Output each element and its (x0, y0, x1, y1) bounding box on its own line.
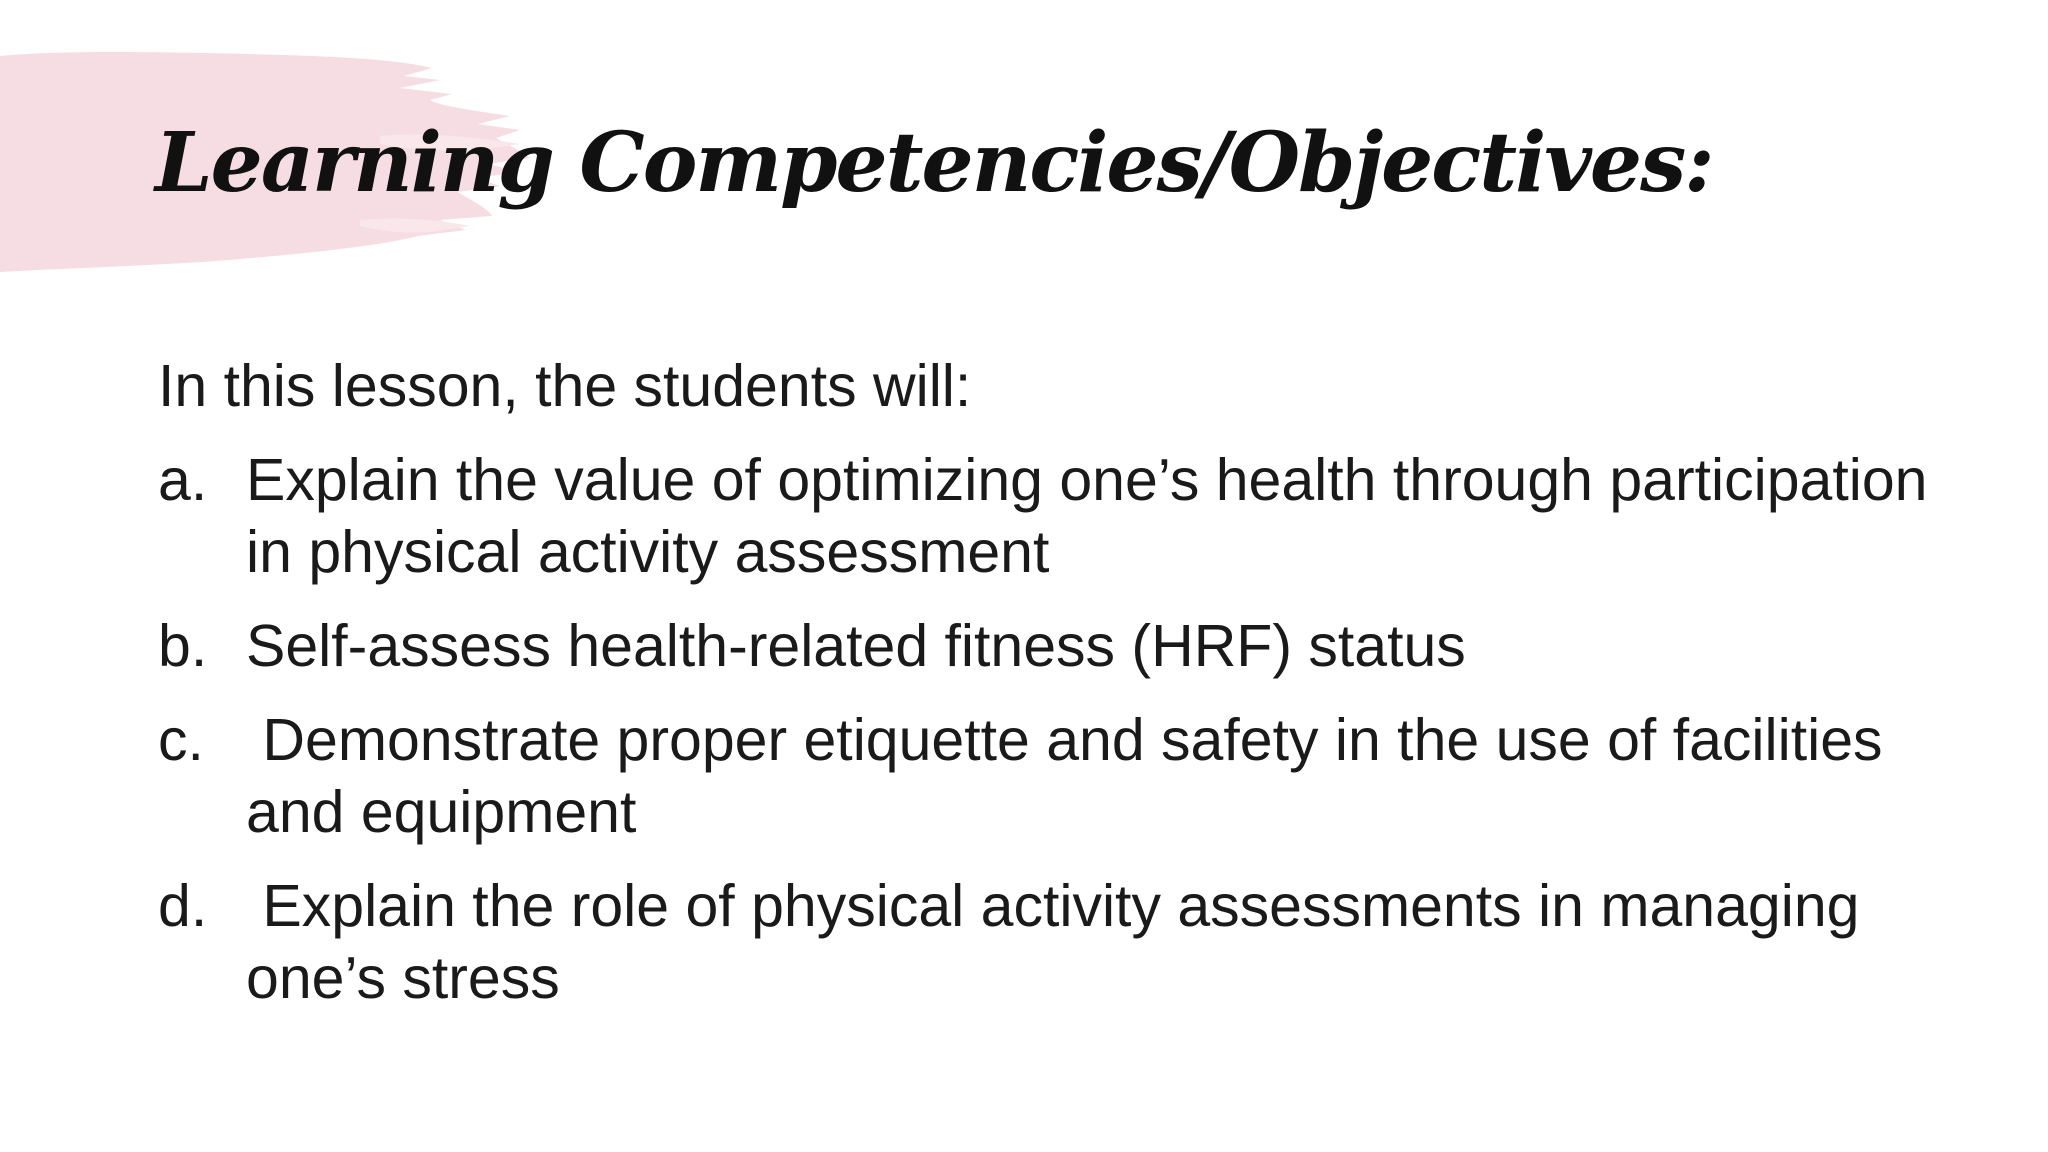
intro-text: In this lesson, the students will: (158, 353, 972, 419)
objective-text: Explain the role of physical activity assessments in managing one’s stress (246, 873, 1876, 1011)
list-item (158, 610, 1978, 682)
objective-text: Explain the value of optimizing one’s health through participation in physical activity assessment (246, 447, 1944, 585)
list-marker: a. (158, 447, 208, 513)
objective-text: Self-assess health-related fitness (HRF) status (246, 613, 1466, 679)
list-item (158, 704, 1978, 848)
list-marker: c. (158, 707, 204, 773)
list-item (158, 870, 1978, 1014)
list-marker: b. (158, 613, 208, 679)
slide-title: Learning Competencies/Objectives: (155, 115, 1713, 211)
list-marker: d. (158, 873, 208, 939)
objective-text: Demonstrate proper etiquette and safety in the use of facilities and equipment (246, 707, 1899, 845)
objectives-list (158, 444, 1978, 1036)
list-item (158, 444, 1978, 588)
